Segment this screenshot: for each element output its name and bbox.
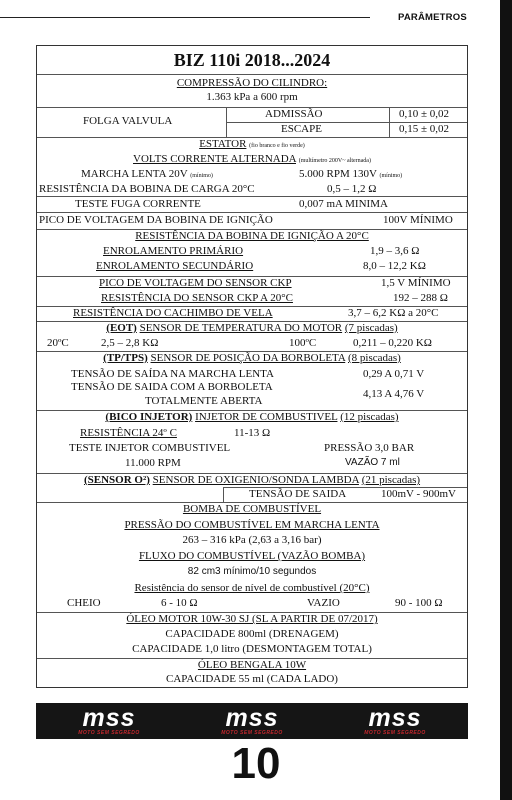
injector-resistance-value: 11-13 Ω	[234, 427, 271, 439]
fuel-flow-label: FLUXO DO COMBUSTÍVEL (VAZÃO BOMBA)	[138, 550, 366, 562]
engine-oil-capacity-1: CAPACIDADE 800ml (DRENAGEM)	[165, 628, 339, 640]
page-number: 10	[231, 739, 281, 788]
ckp-resistance-label: RESISTÊNCIA DO SENSOR CKP A 20°C	[101, 292, 293, 304]
fuel-pump-title: BOMBA DE COMBUSTÍVEL	[182, 503, 322, 515]
injector-flow: VAZÃO 7 ml	[345, 457, 400, 468]
fuel-pump-row	[37, 502, 467, 613]
primary-winding-value: 1,9 – 3,6 Ω	[370, 245, 420, 257]
logo-wordmark: mss	[225, 704, 279, 732]
eot-value-1: 2,5 – 2,8 KΩ	[101, 337, 159, 349]
mss-logo	[187, 706, 317, 736]
peak-voltage-label: PICO DE VOLTAGEM DA BOBINA DE IGNIÇÃO	[39, 214, 273, 226]
lambda-row	[37, 473, 467, 503]
fuel-level-label: Resistência do sensor de nível de combustível (20°C)	[134, 582, 370, 594]
compression-value: 1.363 kPa a 600 rpm	[206, 91, 298, 103]
valve-clearance-row	[37, 107, 467, 138]
spark-cap-value: 3,7 – 6,2 KΩ a 20°C	[348, 307, 439, 319]
ignition-coil-row	[37, 229, 467, 277]
charge-coil-value: 0,5 – 1,2 Ω	[327, 183, 377, 195]
secondary-winding-value: 8,0 – 12,2 KΩ	[363, 260, 426, 272]
parameters-table	[36, 45, 468, 688]
lambda-voltage-label: TENSÃO DE SAIDA	[249, 488, 347, 500]
stator-title: ESTATOR (fio branco e fio verde)	[199, 138, 305, 150]
stator-row	[37, 137, 467, 230]
injector-title: (BICO INJETOR) INJETOR DE COMBUSTIVEL (12 piscadas)	[105, 411, 399, 423]
engine-oil-title: ÓLEO MOTOR 10W-30 SJ (SL A PARTIR DE 07/2017)	[126, 613, 378, 625]
tps-row	[37, 351, 467, 411]
tps-open-label: TENSÃO DE SAIDA COM A BORBOLETA	[71, 381, 273, 393]
compression-row	[37, 74, 467, 108]
empty-label: VAZIO	[307, 597, 340, 609]
full-value: 6 - 10 Ω	[161, 597, 198, 609]
divider	[223, 487, 224, 502]
table-title: BIZ 110i 2018...2024	[173, 50, 331, 70]
injector-test-label: TESTE INJETOR COMBUSTIVEL	[69, 442, 231, 454]
valve-clearance-label: FOLGA VALVULA	[83, 115, 173, 127]
eot-temp-1: 20ºC	[47, 337, 69, 349]
injector-rpm: 11.000 RPM	[125, 457, 181, 469]
eot-temp-2: 100ºC	[289, 337, 317, 349]
mss-logo	[44, 706, 174, 736]
tps-idle-label: TENSÃO DE SAÍDA NA MARCHA LENTA	[71, 368, 274, 380]
lambda-title: (SENSOR O²) SENSOR DE OXIGENIO/SONDA LAMBDA (21 piscadas)	[83, 474, 421, 486]
section-title: PARÂMETROS	[398, 12, 467, 23]
fork-oil-capacity: CAPACIDADE 55 ml (CADA LADO)	[166, 673, 338, 685]
lambda-voltage-value: 100mV - 900mV	[381, 488, 456, 500]
charge-coil-label: RESISTÊNCIA DA BOBINA DE CARGA 20°C	[39, 183, 255, 195]
leak-test-label: TESTE FUGA CORRENTE	[75, 198, 201, 210]
full-label: CHEIO	[67, 597, 101, 609]
fuel-pressure-label: PRESSÃO DO COMBUSTÍVEL EM MARCHA LENTA	[124, 519, 380, 531]
logo-tagline: MOTO SEM SEGREDO	[78, 730, 140, 736]
ckp-row	[37, 276, 467, 307]
ckp-peak-label: PICO DE VOLTAGEM DO SENSOR CKP	[99, 277, 292, 289]
rpm-volts: 5.000 RPM 130V (mínimo)	[299, 168, 403, 180]
intake-label: ADMISSÃO	[265, 108, 323, 120]
logo-tagline: MOTO SEM SEGREDO	[221, 730, 283, 736]
engine-oil-row	[37, 612, 467, 659]
tps-open-label-2: TOTALMENTE ABERTA	[145, 395, 263, 407]
exhaust-label: ESCAPE	[281, 123, 322, 135]
fuel-pressure-value: 263 – 316 kPa (2,63 a 3,16 bar)	[182, 534, 322, 546]
injector-resistance-label: RESISTÊNCIA 24º C	[80, 427, 177, 439]
injector-pressure: PRESSÃO 3,0 BAR	[324, 442, 415, 454]
primary-winding-label: ENROLAMENTO PRIMÁRIO	[103, 245, 244, 257]
ckp-resistance-value: 192 – 288 Ω	[393, 292, 448, 304]
logo-wordmark: mss	[368, 704, 422, 732]
tps-title: (TP/TPS) SENSOR DE POSIÇÃO DA BORBOLETA (8 piscadas)	[103, 352, 401, 364]
idle-volts: MARCHA LENTA 20V (mínimo)	[81, 168, 213, 180]
intake-value: 0,10 ± 0,02	[399, 108, 450, 120]
tps-idle-value: 0,29 A 0,71 V	[363, 368, 425, 380]
peak-voltage-value: 100V MÍNIMO	[383, 214, 453, 226]
ignition-coil-title: RESISTÊNCIA DA BOBINA DE IGNIÇÃO A 20°C	[135, 230, 369, 242]
injector-row	[37, 410, 467, 474]
spark-cap-label: RESISTÊNCIA DO CACHIMBO DE VELA	[73, 307, 273, 319]
spark-cap-row	[37, 306, 467, 322]
fuel-flow-value: 82 cm3 mínimo/10 segundos	[187, 566, 317, 577]
mss-logo	[330, 706, 460, 736]
eot-row	[37, 321, 467, 352]
fork-oil-title: ÓLEO BENGALA 10W	[197, 659, 307, 671]
tps-open-value: 4,13 A 4,76 V	[363, 388, 425, 400]
ac-volts-label: VOLTS CORRENTE ALTERNADA (multímetro 200V~ alternada)	[133, 153, 371, 165]
exhaust-value: 0,15 ± 0,02	[399, 123, 450, 135]
header-rule	[0, 17, 370, 18]
brand-banner	[36, 703, 468, 739]
compression-label: COMPRESSÃO DO CILINDRO:	[176, 77, 328, 89]
eot-value-2: 0,211 – 0,220 KΩ	[353, 337, 432, 349]
logo-tagline: MOTO SEM SEGREDO	[364, 730, 426, 736]
engine-oil-capacity-2: CAPACIDADE 1,0 litro (DESMONTAGEM TOTAL)	[132, 643, 372, 655]
leak-test-value: 0,007 mA MINIMA	[299, 198, 388, 210]
logo-wordmark: mss	[82, 704, 136, 732]
divider	[37, 212, 467, 213]
empty-value: 90 - 100 Ω	[395, 597, 443, 609]
secondary-winding-label: ENROLAMENTO SECUNDÁRIO	[96, 260, 254, 272]
page-edge-bar	[500, 0, 512, 800]
eot-title: (EOT) SENSOR DE TEMPERATURA DO MOTOR (7 piscadas)	[106, 322, 398, 334]
title-row	[37, 46, 467, 75]
fork-oil-row	[37, 658, 467, 687]
divider	[37, 196, 467, 197]
ckp-peak-value: 1,5 V MÍNIMO	[381, 277, 451, 289]
